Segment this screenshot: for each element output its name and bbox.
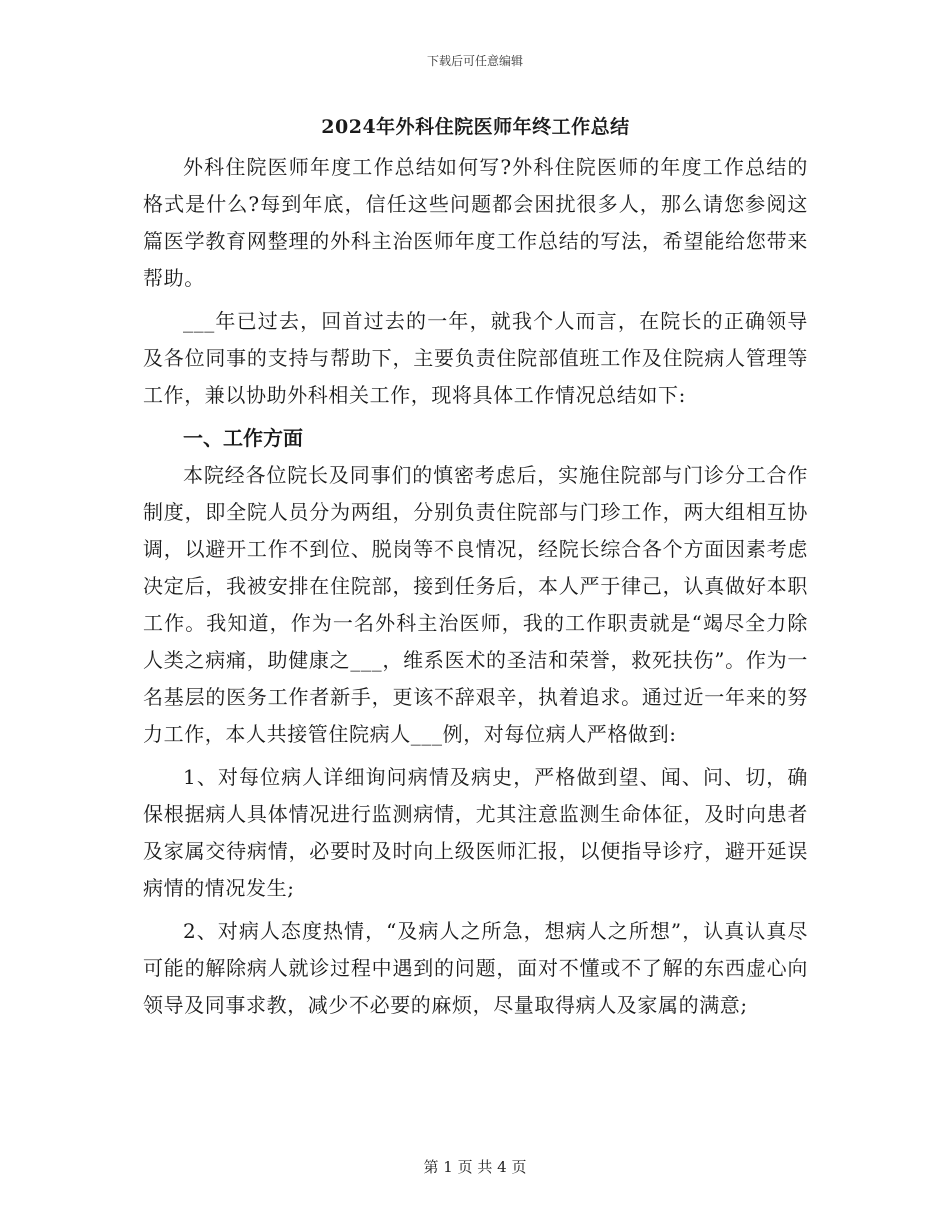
paragraph-item-1: 1、对每位病人详细询问病情及病史，严格做到望、闻、问、切，确保根据病人具体情况进行监测病情，尤其注意监测生命体征，及时向患者及家属交待病情，必要时及时向上级医师汇报，以便指导诊疗，避开延误病情的情况发生;: [143, 765, 808, 900]
document-title: 2024年外科住院医师年终工作总结: [321, 116, 630, 138]
page-header-note: 下载后可任意编辑: [426, 54, 523, 68]
document-body: [143, 112, 808, 1024]
page-footer-page-number: 第 1 页 共 4 页: [423, 1158, 527, 1176]
paragraph-item-2: 2、对病人态度热情，“及病人之所急，想病人之所想”，认真认真尽可能的解除病人就诊过程中遇到的问题，面对不懂或不了解的东西虚心向领导及同事求教，减少不必要的麻烦，尽量取得病人及家属的满意;: [143, 919, 808, 1017]
section-heading-work: 一、工作方面: [183, 426, 303, 450]
paragraph-work-details: 本院经各位院长及同事们的慎密考虑后，实施住院部与门诊分工合作制度，即全院人员分为两组，分别负责住院部与门珍工作，两大组相互协调，以避开工作不到位、脱岗等不良情况，经院长综合各个方面因素考虑决定后，我被安排在住院部，接到任务后，本人严于律己，认真做好本职工作。我知道，作为一名外科主治医师，我的工作职责就是“竭尽全力除人类之病痛，助健康之___，维系医术的圣洁和荣誉，救死扶伤”。作为一名基层的医务工作者新手，更该不辞艰辛，执着追求。通过近一年来的努力工作，本人共接管住院病人___例，对每位病人严格做到:: [143, 463, 808, 746]
paragraph-intro: 外科住院医师年度工作总结如何写?外科住院医师的年度工作总结的格式是什么?每到年底，信任这些问题都会困扰很多人，那么请您参阅这篇医学教育网整理的外科主治医师年度工作总结的写法，希望能给您带来帮助。: [143, 155, 808, 290]
paragraph-summary-lead: ___年已过去，回首过去的一年，就我个人而言，在院长的正确领导及各位同事的支持与帮助下，主要负责住院部值班工作及住院病人管理等工作，兼以协助外科相关工作，现将具体工作情况总结如下:: [143, 309, 808, 407]
